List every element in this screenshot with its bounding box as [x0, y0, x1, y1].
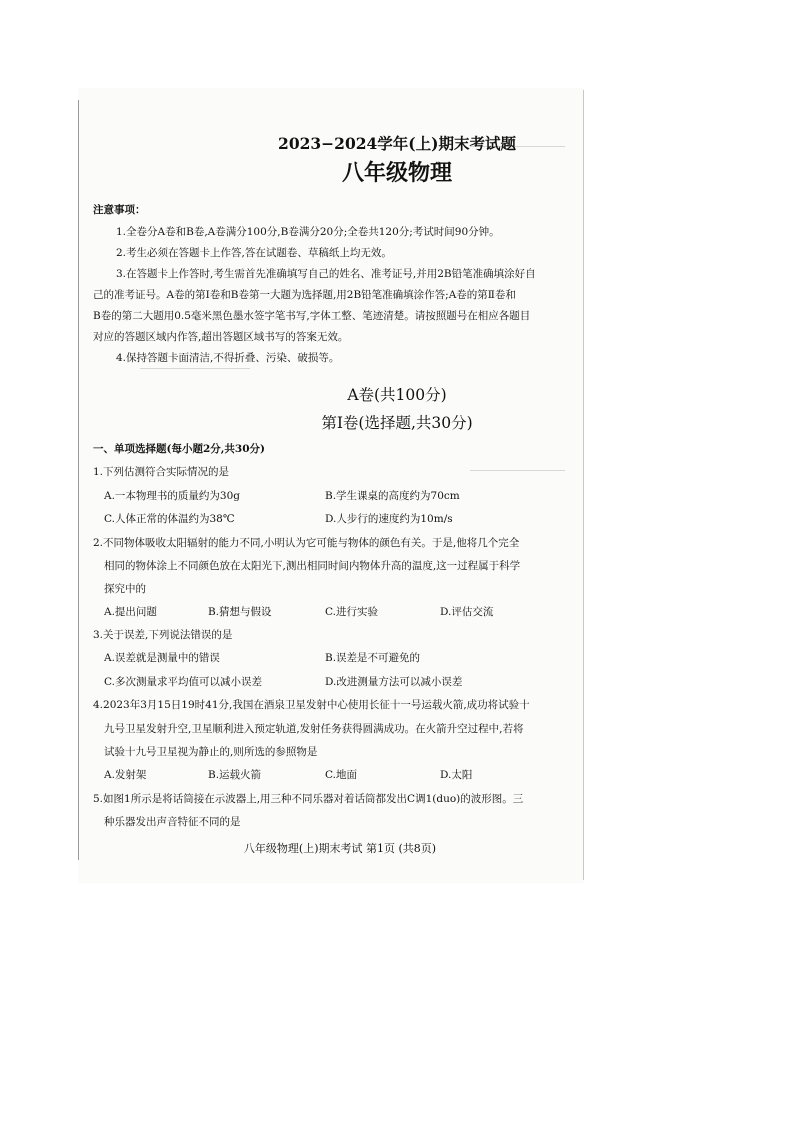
- bleed-through-line: [470, 470, 565, 471]
- question-3-stem: 3.关于误差,下列说法错误的是: [93, 629, 233, 641]
- exam-year-title: 2023−2024学年(上)期末考试题: [278, 134, 516, 153]
- question-4-option-a: A.发射架: [104, 769, 147, 781]
- question-3-option-b: B.误差是不可避免的: [325, 652, 421, 664]
- single-choice-group-title: 一、单项选择题(每小题2分,共30分): [93, 443, 266, 455]
- note-item-3-line-1: 3.在答题卡上作答时,考生需首先准确填写自己的姓名、准考证号,并用2B铅笔准确填涂好自: [116, 268, 536, 280]
- note-item-1: 1.全卷分A卷和B卷,A卷满分100分,B卷满分20分;全卷共120分;考试时间90分钟。: [116, 226, 500, 238]
- notes-heading: 注意事项：: [93, 204, 146, 216]
- question-2-option-d: D.评估交流: [440, 606, 494, 618]
- page-right-edge: [583, 90, 584, 880]
- note-item-2: 2.考生必须在答题卡上作答,答在试题卷、草稿纸上均无效。: [116, 247, 392, 259]
- section-a-heading: A卷(共100分): [347, 386, 447, 404]
- exam-page: [78, 88, 584, 883]
- question-4-stem-line-3: 试验十九号卫星视为静止的,则所选的参照物是: [104, 746, 318, 758]
- question-4-stem-line-2: 九号卫星发射升空,卫星顺利进入预定轨道,发射任务获得圆满成功。在火箭升空过程中,若将: [104, 723, 524, 735]
- question-4-option-c: C.地面: [325, 769, 357, 781]
- question-2-option-b: B.猜想与假设: [208, 606, 272, 618]
- question-4-option-d: D.太阳: [440, 769, 473, 781]
- question-1-stem: 1.下列估测符合实际情况的是: [93, 466, 230, 478]
- question-4-option-b: B.运载火箭: [208, 769, 262, 781]
- question-2-option-a: A.提出问题: [104, 606, 157, 618]
- page-footer: 八年级物理(上)期末考试 第1页 (共8页): [243, 842, 437, 855]
- question-1-option-c: C.人体正常的体温约为38℃: [104, 513, 235, 525]
- note-item-3-line-3: B卷的第二大题用0.5毫米黑色墨水签字笔书写,字体工整、笔迹清楚。请按照题号在相应各题目: [93, 310, 531, 322]
- question-3-option-d: D.改进测量方法可以减小误差: [325, 676, 463, 688]
- question-1-option-b: B.学生课桌的高度约为70cm: [325, 490, 460, 502]
- exam-subject-title: 八年级物理: [341, 160, 452, 186]
- question-1-option-d: D.人步行的速度约为10m/s: [325, 513, 453, 525]
- note-item-4: 4.保持答题卡面清洁,不得折叠、污染、破损等。: [116, 352, 340, 364]
- question-5-stem-line-1: 5.如图1所示是将话筒接在示波器上,用三种不同乐器对着话筒都发出C调1(duo)的波形图。三: [93, 793, 524, 805]
- question-3-option-a: A.误差就是测量中的错误: [104, 652, 220, 664]
- page-left-edge: [78, 100, 79, 860]
- bleed-through-line: [140, 368, 250, 369]
- question-1-option-a: A.一本物理书的质量约为30g: [104, 490, 241, 502]
- question-2-option-c: C.进行实验: [325, 606, 378, 618]
- note-item-3-line-4: 对应的答题区域内作答,超出答题区域书写的答案无效。: [93, 331, 349, 343]
- part-one-heading: 第Ⅰ卷(选择题,共30分): [321, 414, 473, 432]
- note-item-3-line-2: 己的准考证号。A卷的第Ⅰ卷和B卷第一大题为选择题,用2B铅笔准确填涂作答;A卷的第Ⅱ卷和: [93, 289, 516, 301]
- question-2-stem-line-3: 探究中的: [104, 583, 146, 595]
- question-4-stem-line-1: 4.2023年3月15日19时41分,我国在酒泉卫星发射中心使用长征十一号运载火箭,成功将试验十: [93, 699, 530, 711]
- question-2-stem-line-1: 2.不同物体吸收太阳辐射的能力不同,小明认为它可能与物体的颜色有关。于是,他将几个完全: [93, 537, 520, 549]
- question-3-option-c: C.多次测量求平均值可以减小误差: [104, 676, 262, 688]
- question-2-stem-line-2: 相同的物体涂上不同颜色放在太阳光下,测出相同时间内物体升高的温度,这一过程属于科学: [104, 560, 521, 572]
- question-5-stem-line-2: 种乐器发出声音特征不同的是: [104, 816, 241, 828]
